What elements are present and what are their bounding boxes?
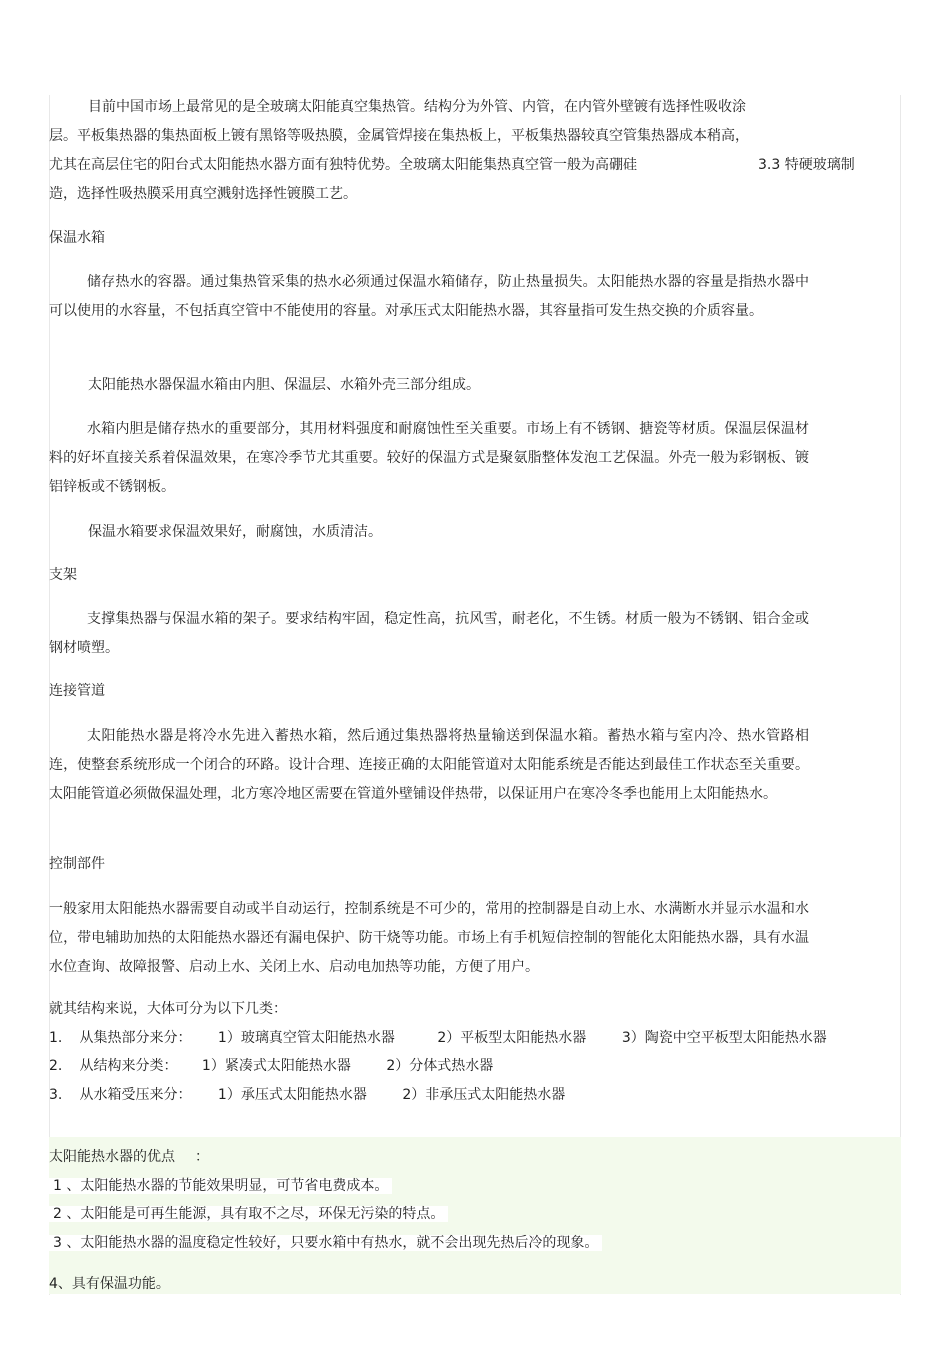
intro-line-3-right: 3.3 特硬玻璃制 (758, 157, 855, 173)
row-item: 1）承压式太阳能热水器 (217, 1087, 367, 1103)
bracket-paragraph: 支撑集热器与保温水箱的架子。要求结构牢固，稳定性高，抗风雪，耐老化，不生锈。材质一般为不锈钢、铝合金或钢材喷塑。 (49, 611, 809, 656)
row-number: 2. (49, 1058, 63, 1074)
classification-row-3 (49, 1085, 565, 1105)
advantage-item-4: 4、具有保温功能。 (49, 1276, 170, 1292)
intro-line-4: 造，选择性吸热膜采用真空溅射选择性镀膜工艺。 (49, 186, 357, 202)
water-tank-paragraph-4: 保温水箱要求保温效果好，耐腐蚀，水质清洁。 (88, 524, 382, 540)
advantage-item-3 (49, 1233, 602, 1253)
heading-pipes: 连接管道 (49, 683, 105, 699)
heading-water-tank: 保温水箱 (49, 230, 105, 246)
classification-intro: 就其结构来说，大体可分为以下几类： (49, 1001, 287, 1017)
row-item: 1）玻璃真空管太阳能热水器 (217, 1030, 395, 1046)
row-item: 2）分体式热水器 (386, 1058, 494, 1074)
row-label: 从水箱受压来分： (79, 1087, 192, 1103)
advantage-text: 1 、太阳能热水器的节能效果明显，可节省电费成本。 (49, 1178, 392, 1194)
classification-row-2 (49, 1056, 493, 1076)
heading-control: 控制部件 (49, 856, 105, 872)
right-margin-rule (900, 95, 901, 1295)
heading-advantages (49, 1147, 209, 1167)
advantages-colon: ： (195, 1149, 209, 1165)
row-item: 2）非承压式太阳能热水器 (402, 1087, 566, 1103)
advantage-item-1 (49, 1176, 392, 1196)
water-tank-paragraph-3: 水箱内胆是储存热水的重要部分，其用材料强度和耐腐蚀性至关重要。市场上有不锈钢、搪瓷等材质。保温层保温材料的好坏直接关系着保温效果，在寒冷季节尤其重要。较好的保温方式是聚氨脂整体发泡工艺保温。外壳一般为彩钢板、镀铝锌板或不锈钢板。 (49, 421, 809, 495)
intro-line-2: 层。平板集热器的集热面板上镀有黑铬等吸热膜，金属管焊接在集热板上，平板集热器较真空管集热器成本稍高， (49, 128, 749, 144)
row-number: 1. (49, 1030, 63, 1046)
row-item: 2）平板型太阳能热水器 (437, 1030, 587, 1046)
pipes-paragraph: 太阳能热水器是将冷水先进入蓄热水箱，然后通过集热器将热量输送到保温水箱。蓄热水箱与室内冷、热水管路相连，使整套系统形成一个闭合的环路。设计合理、连接正确的太阳能管道对太阳能系统是否能达到最佳工作状态至关重要。太阳能管道必须做保温处理，北方寒冷地区需要在管道外壁铺设伴热带，以保证用户在寒冷冬季也能用上太阳能热水。 (49, 728, 809, 802)
advantages-title: 太阳能热水器的优点 (49, 1149, 175, 1165)
row-label: 从集热部分来分： (79, 1030, 192, 1046)
water-tank-paragraph-2: 太阳能热水器保温水箱由内胆、保温层、水箱外壳三部分组成。 (88, 377, 480, 393)
control-paragraph: 一般家用太阳能热水器需要自动或半自动运行，控制系统是不可少的，常用的控制器是自动上水、水满断水并显示水温和水位，带电辅助加热的太阳能热水器还有漏电保护、防干烧等功能。市场上有手机短信控制的智能化太阳能热水器，具有水温水位查询、故障报警、启动上水、关闭上水、启动电加热等功能，方便了用户。 (49, 901, 809, 975)
advantage-text: 3 、太阳能热水器的温度稳定性较好，只要水箱中有热水，就不会出现先热后冷的现象。 (49, 1235, 602, 1251)
advantage-text: 2 、太阳能是可再生能源，具有取不之尽，环保无污染的特点。 (49, 1206, 448, 1222)
heading-bracket: 支架 (49, 567, 77, 583)
row-item: 1）紧凑式太阳能热水器 (201, 1058, 351, 1074)
intro-line-1: 目前中国市场上最常见的是全玻璃太阳能真空集热管。结构分为外管、内管，在内管外壁镀有选择性吸收涂 (88, 99, 746, 115)
water-tank-paragraph-1: 储存热水的容器。通过集热管采集的热水必须通过保温水箱储存，防止热量损失。太阳能热水器的容量是指热水器中可以使用的水容量，不包括真空管中不能使用的容量。对承压式太阳能热水器，其容量指可发生热交换的介质容量。 (49, 274, 809, 319)
row-label: 从结构来分类： (79, 1058, 178, 1074)
row-item: 3）陶瓷中空平板型太阳能热水器 (621, 1030, 827, 1046)
row-number: 3. (49, 1087, 63, 1103)
intro-line-3: 尤其在高层住宅的阳台式太阳能热水器方面有独特优势。全玻璃太阳能集热真空管一般为高硼硅 (49, 157, 637, 173)
classification-row-1 (49, 1028, 827, 1048)
advantage-item-2 (49, 1204, 448, 1224)
